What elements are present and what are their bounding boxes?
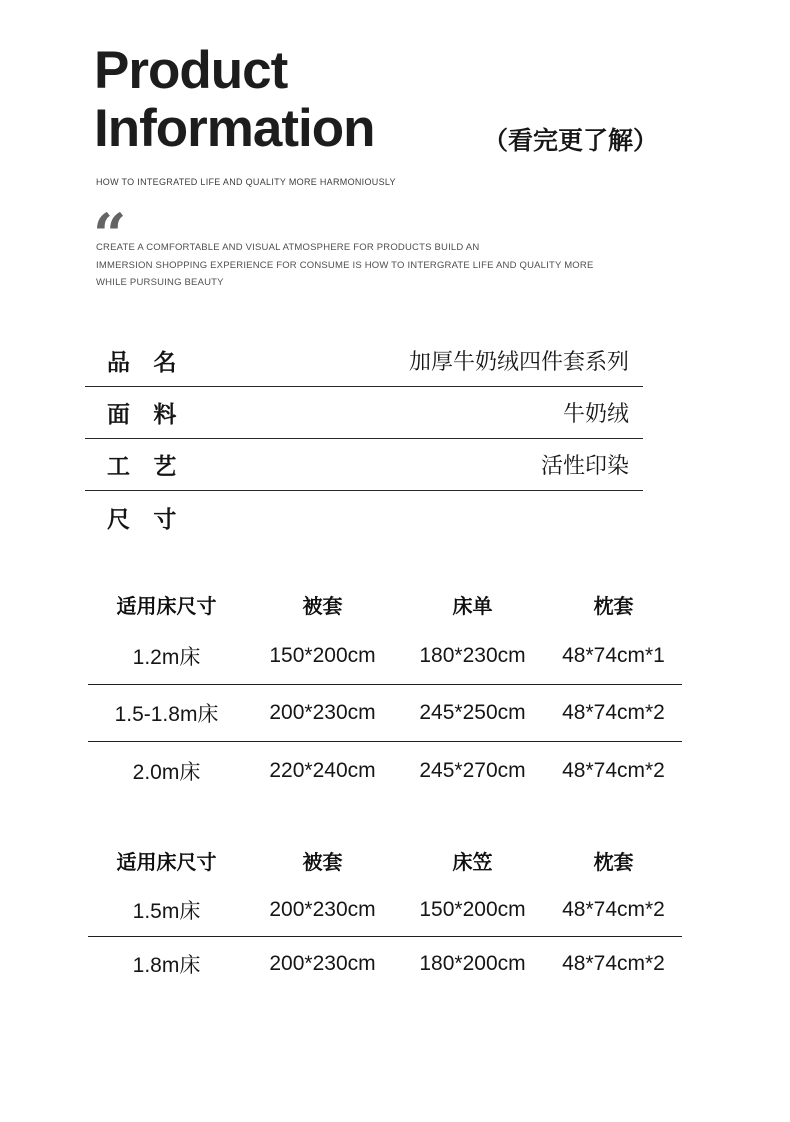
column-header: 枕套: [593, 851, 634, 874]
info-row-value: 加厚牛奶绒四件套系列: [408, 349, 629, 374]
subtitle: HOW TO INTEGRATED LIFE AND QUALITY MORE HARMONIOUSLY: [96, 177, 396, 187]
column-header: 枕套: [593, 595, 634, 618]
info-row: [85, 387, 643, 439]
size-cell: 180*200cm: [419, 951, 526, 975]
size-cell: 48*74cm*2: [562, 951, 665, 975]
size-cell: 2.0m床: [132, 760, 201, 784]
quote-icon: “: [93, 201, 127, 269]
description-line: WHILE PURSUING BEAUTY: [96, 277, 224, 288]
info-row-value: 牛奶绒: [562, 401, 629, 426]
column-header: 被套: [302, 595, 343, 618]
info-row-value: 活性印染: [540, 453, 629, 478]
size-cell: 48*74cm*2: [562, 898, 665, 921]
size-table: [88, 580, 682, 799]
size-cell: 1.2m床: [132, 646, 201, 669]
size-cell: 180*230cm: [419, 644, 526, 667]
size-cell: 48*74cm*2: [562, 701, 665, 724]
size-table: [88, 836, 682, 990]
size-table-row: [88, 742, 682, 799]
info-row-label: 尺 寸: [107, 505, 177, 532]
info-row-label: 品 名: [107, 349, 177, 375]
size-cell: 48*74cm*1: [562, 644, 665, 667]
column-header: 适用床尺寸: [116, 595, 217, 618]
size-cell: 1.5-1.8m床: [114, 703, 219, 726]
size-table-row: [88, 628, 682, 685]
size-cell: 200*230cm: [269, 701, 376, 724]
column-header: 床笠: [452, 851, 493, 874]
info-row: [85, 439, 643, 491]
size-cell: 245*250cm: [419, 701, 526, 724]
size-cell: 245*270cm: [419, 758, 526, 782]
description-line: IMMERSION SHOPPING EXPERIENCE FOR CONSUME IS HOW TO INTERGRATE LIFE AND QUALITY MORE: [96, 259, 594, 271]
size-cell: 48*74cm*2: [562, 758, 665, 782]
column-header: 适用床尺寸: [116, 851, 217, 874]
page-title-line2: Information: [94, 99, 375, 158]
description-line: CREATE A COMFORTABLE AND VISUAL ATMOSPHERE FOR PRODUCTS BUILD AN: [96, 242, 480, 253]
info-row: [85, 491, 643, 543]
info-row-label: 面 料: [107, 401, 177, 427]
page-title-line1: Product: [94, 41, 288, 100]
size-cell: 150*200cm: [269, 644, 376, 667]
size-cell: 220*240cm: [269, 758, 376, 782]
info-list: [85, 335, 643, 543]
column-header: 床单: [452, 595, 493, 618]
size-cell: 150*200cm: [419, 898, 526, 921]
size-table-header-row: [88, 836, 682, 884]
info-row-label: 工 艺: [107, 453, 177, 479]
description-paragraph: [96, 239, 594, 292]
size-cell: 200*230cm: [269, 951, 376, 975]
size-cell: 1.5m床: [132, 900, 201, 923]
size-table-row: [88, 937, 682, 990]
size-table-row: [88, 884, 682, 937]
size-cell: 1.8m床: [132, 953, 201, 977]
info-row: [85, 335, 643, 387]
column-header: 被套: [302, 851, 343, 874]
size-cell: 200*230cm: [269, 898, 376, 921]
size-table-header-row: [88, 580, 682, 628]
page-title: [94, 42, 374, 158]
side-note: （看完更了解）: [483, 127, 659, 155]
size-table-row: [88, 685, 682, 742]
